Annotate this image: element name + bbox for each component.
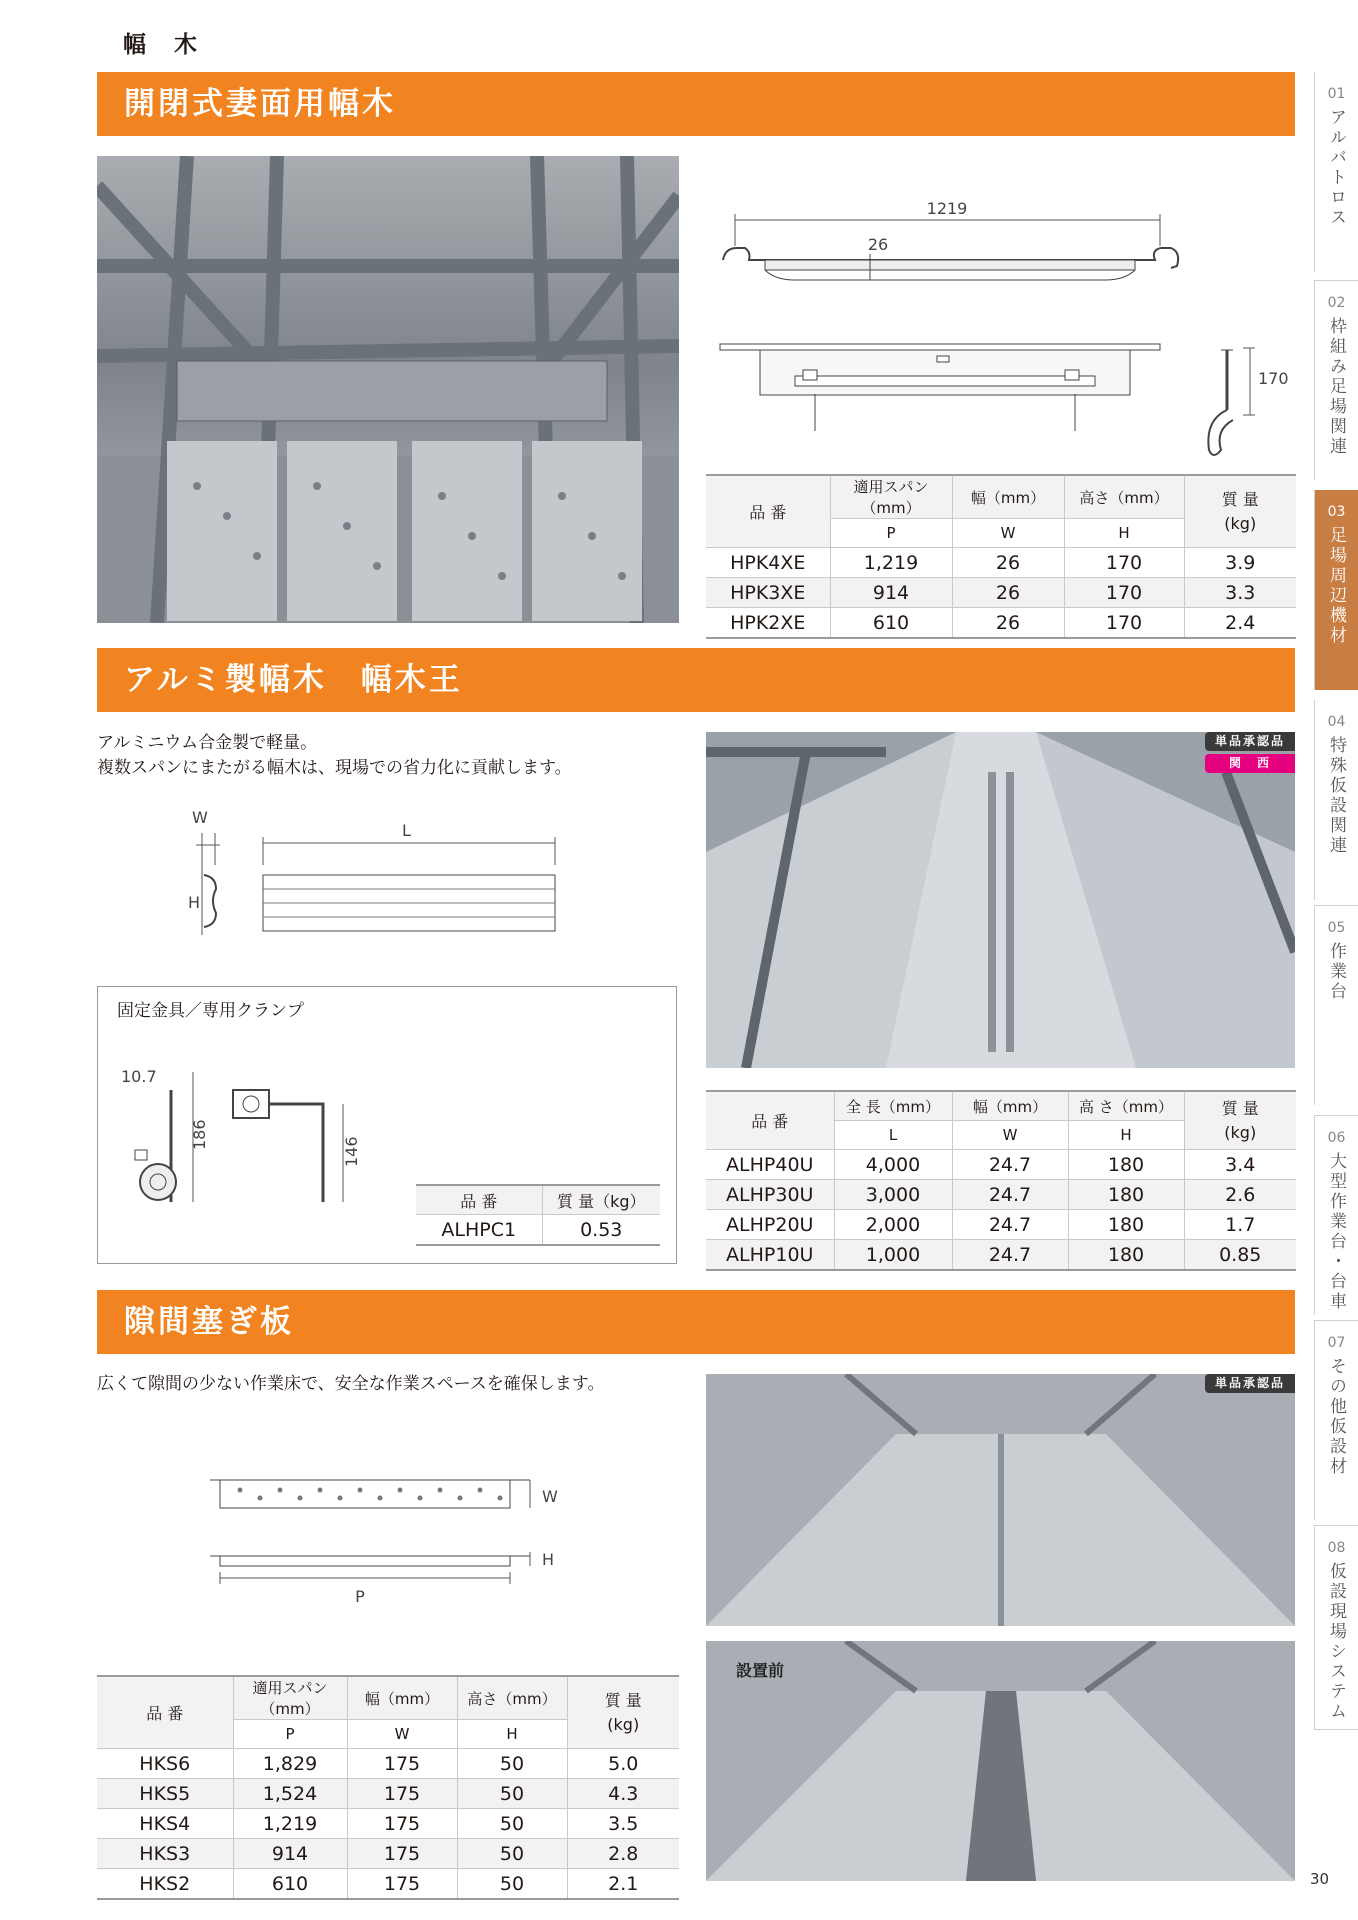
table-row: ALHP10U 1,000 24.7 180 0.85 <box>706 1240 1296 1271</box>
col-width: 幅（mm） <box>952 475 1064 519</box>
col-height-sym: H <box>1068 1121 1184 1150</box>
col-width-sym: W <box>952 1121 1068 1150</box>
dim-h: H <box>542 1550 555 1569</box>
col-height: 高さ（mm） <box>457 1676 567 1720</box>
spec-table-clamp <box>416 1184 660 1246</box>
dim-h: H <box>188 893 201 912</box>
col-width: 幅（mm） <box>347 1676 457 1720</box>
table-row: ALHPC1 0.53 <box>416 1215 660 1246</box>
side-tab-07[interactable]: 07 その他仮設材 <box>1314 1320 1358 1520</box>
side-tab-03[interactable]: 03 足場周辺機材 <box>1314 490 1358 690</box>
table-row: HPK4XE 1,219 26 170 3.9 <box>706 548 1296 578</box>
col-width-sym: W <box>347 1720 457 1749</box>
side-tab-02[interactable]: 02 枠組み足場関連 <box>1314 280 1358 480</box>
dim-clamp-c: 146 <box>342 1136 361 1167</box>
table-row: ALHP40U 4,000 24.7 180 3.4 <box>706 1150 1296 1180</box>
badge-approved: 単品承認品 <box>1205 1374 1295 1393</box>
col-span-sym: P <box>830 519 952 548</box>
dim-w: W <box>542 1487 558 1506</box>
side-tab-08[interactable]: 08 仮設現場システム <box>1314 1525 1358 1730</box>
before-label: 設置前 <box>736 1661 785 1680</box>
col-height: 高さ（mm） <box>1064 475 1184 519</box>
col-height: 高 さ（mm） <box>1068 1091 1184 1121</box>
dim-width: 26 <box>867 235 889 254</box>
dim-p: P <box>355 1587 365 1606</box>
section-title-haba-ki-ou: アルミ製幅木 幅木王 <box>97 648 1295 712</box>
description-sukima: 広くて隙間の少ない作業床で、安全な作業スペースを確保します。 <box>97 1374 605 1394</box>
spec-table-sukima <box>97 1675 679 1900</box>
photo-sukima-installed <box>706 1374 1295 1626</box>
col-width: 幅（mm） <box>952 1091 1068 1121</box>
clamp-box <box>97 986 677 1264</box>
table-row: HKS6 1,829 175 50 5.0 <box>97 1749 679 1779</box>
table-row: HKS3 914 175 50 2.8 <box>97 1839 679 1869</box>
side-tab-01[interactable]: 01 アルバトロス <box>1314 72 1358 272</box>
badge-kansai: 関 西 <box>1205 754 1295 773</box>
clamp-box-title: 固定金具／専用クランプ <box>117 1001 304 1021</box>
col-weight: 質 量 (kg) <box>1184 475 1296 548</box>
table-row: HPK3XE 914 26 170 3.3 <box>706 578 1296 608</box>
side-tab-05[interactable]: 05 作業台 <box>1314 905 1358 1105</box>
table-row: HKS4 1,219 175 50 3.5 <box>97 1809 679 1839</box>
photo-kaiheishiki <box>97 156 679 623</box>
dim-length: 1219 <box>926 199 968 218</box>
spec-table-aluminum <box>706 1090 1296 1271</box>
col-code: 品 番 <box>706 1091 834 1150</box>
spec-table-kaiheishiki <box>706 474 1296 639</box>
col-code: 品 番 <box>706 475 830 548</box>
section-title-sukima: 隙間塞ぎ板 <box>97 1290 1295 1354</box>
dim-w: W <box>192 808 208 827</box>
col-code: 品 番 <box>416 1185 542 1215</box>
col-weight: 質 量（kg） <box>542 1185 660 1215</box>
drawing-aluminum-habaki <box>180 805 580 945</box>
drawing-kaiheishiki <box>715 196 1195 436</box>
side-tab-06[interactable]: 06 大型作業台・台車 <box>1314 1115 1358 1315</box>
section-title-kaiheishiki: 開閉式妻面用幅木 <box>97 72 1295 136</box>
col-weight: 質 量 (kg) <box>567 1676 679 1749</box>
col-length-sym: L <box>834 1121 952 1150</box>
badge-approved: 単品承認品 <box>1205 732 1295 751</box>
category-label: 幅 木 <box>123 32 208 58</box>
description-aluminum: アルミニウム合金製で軽量。 複数スパンにまたがる幅木は、現場での省力化に貢献します。 <box>97 733 572 778</box>
photo-aluminum-habaki <box>706 732 1295 1068</box>
table-row: HPK2XE 610 26 170 2.4 <box>706 608 1296 639</box>
col-span: 適用スパン（mm） <box>233 1676 347 1720</box>
dim-clamp-b: 186 <box>190 1119 209 1150</box>
table-row: HKS2 610 175 50 2.1 <box>97 1869 679 1900</box>
dim-clamp-a: 10.7 <box>121 1067 157 1086</box>
col-span: 適用スパン（mm） <box>830 475 952 519</box>
col-code: 品 番 <box>97 1676 233 1749</box>
table-row: ALHP20U 2,000 24.7 180 1.7 <box>706 1210 1296 1240</box>
col-height-sym: H <box>457 1720 567 1749</box>
table-row: HKS5 1,524 175 50 4.3 <box>97 1779 679 1809</box>
dim-l: L <box>402 821 411 840</box>
side-tab-04[interactable]: 04 特殊仮設関連 <box>1314 700 1358 900</box>
dim-height: 170 <box>1258 369 1289 388</box>
col-weight: 質 量 (kg) <box>1184 1091 1296 1150</box>
drawing-sukima <box>200 1468 580 1618</box>
col-length: 全 長（mm） <box>834 1091 952 1121</box>
col-width-sym: W <box>952 519 1064 548</box>
col-span-sym: P <box>233 1720 347 1749</box>
drawing-kaiheishiki-side <box>1195 340 1295 470</box>
table-row: ALHP30U 3,000 24.7 180 2.6 <box>706 1180 1296 1210</box>
col-height-sym: H <box>1064 519 1184 548</box>
page-number: 30 <box>1310 1870 1330 1888</box>
photo-sukima-before <box>706 1641 1295 1881</box>
